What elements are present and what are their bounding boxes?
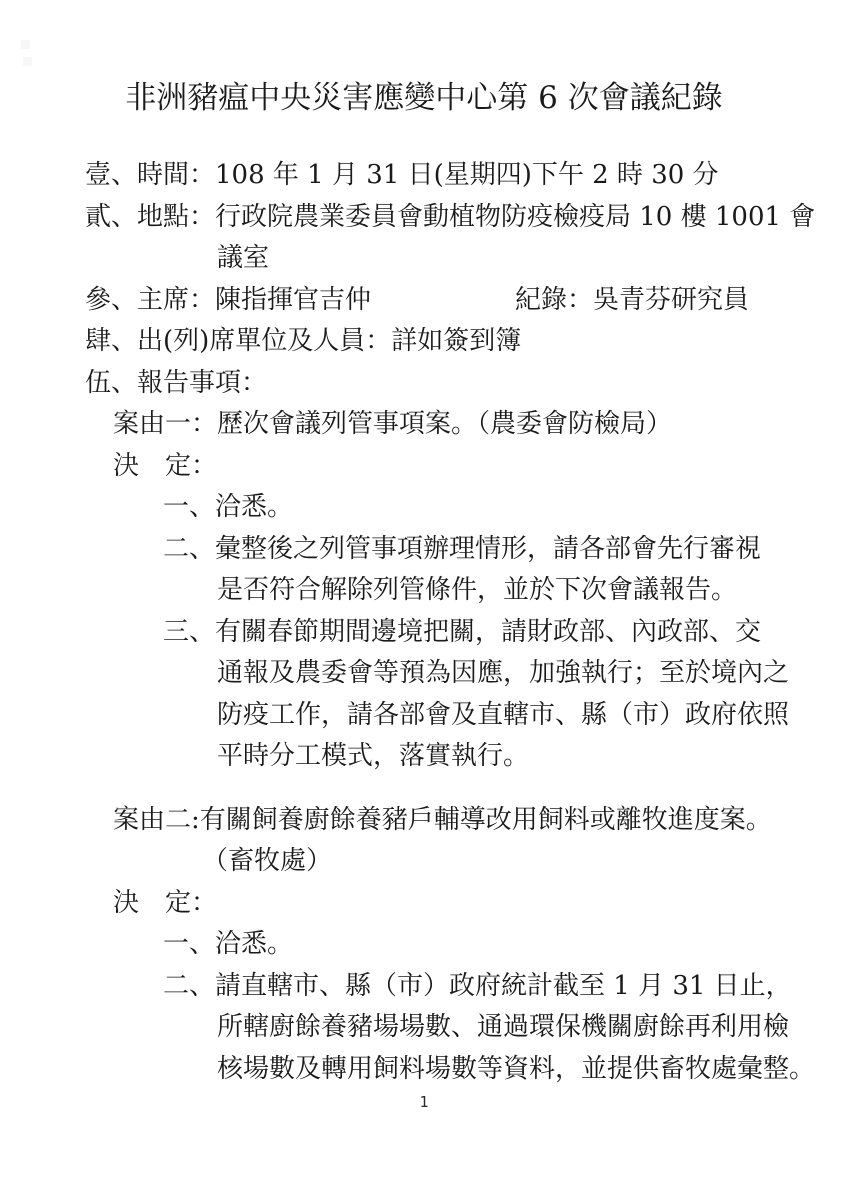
doc-line	[0, 736, 848, 778]
doc-line-text: 一、洽悉。	[163, 492, 294, 522]
document-body	[0, 155, 848, 1090]
doc-line-text: 肆、出(列)席單位及人員：詳如簽到簿	[85, 326, 522, 356]
doc-line-text: 核場數及轉用飼料場數等資料，並提供畜牧處彙整。	[217, 1053, 816, 1084]
doc-line	[0, 924, 848, 966]
doc-line	[0, 155, 848, 197]
doc-line	[0, 197, 848, 239]
recorder-label: 紀錄：吳青芬研究員	[515, 284, 750, 315]
doc-line	[0, 238, 848, 280]
doc-line	[0, 841, 848, 883]
doc-line-text: 通報及農委會等預為因應，加強執行；至於境內之	[217, 658, 790, 688]
doc-line	[0, 363, 848, 405]
doc-line-text: 是否符合解除列管條件，並於下次會議報告。	[217, 575, 738, 605]
doc-line-text: 伍、報告事項：	[85, 367, 268, 398]
doc-line-text: 決 定：	[113, 887, 218, 918]
doc-line	[0, 446, 848, 488]
doc-line	[0, 653, 848, 695]
doc-line-text: 議室	[217, 243, 270, 273]
doc-line-text: 壹、時間：108 年 1 月 31 日(星期四)下午 2 時 30 分	[85, 160, 719, 190]
doc-line-text: 參、主席：陳指揮官吉仲	[85, 284, 372, 315]
doc-line	[0, 321, 848, 363]
doc-line-text: 二、彙整後之列管事項辦理情形，請各部會先行審視	[163, 533, 762, 564]
doc-line	[0, 280, 848, 322]
scan-artifact	[21, 40, 30, 49]
doc-line-text: 所轄廚餘養豬場場數、通過環保機關廚餘再利用檢	[217, 1012, 790, 1042]
doc-line-text: 案由一：歷次會議列管事項案。（農委會防檢局）	[113, 409, 673, 439]
doc-line-text: 三、有關春節期間邊境把關，請財政部、內政部、交	[163, 616, 762, 647]
doc-line-text: 防疫工作，請各部會及直轄市、縣（市）政府依照	[217, 699, 790, 730]
doc-line	[0, 800, 848, 842]
doc-line	[0, 966, 848, 1008]
doc-line	[0, 695, 848, 737]
doc-line	[0, 487, 848, 529]
page-number: 1	[419, 1093, 429, 1111]
doc-line-text: 決 定：	[113, 450, 218, 481]
doc-line	[0, 529, 848, 571]
doc-line-text: （畜牧處）	[202, 846, 333, 876]
doc-line	[0, 1007, 848, 1049]
doc-line	[0, 404, 848, 446]
scan-artifact	[23, 57, 32, 66]
doc-line-text: 案由二:有關飼養廚餘養豬戶輔導改用飼料或離牧進度案。	[113, 804, 772, 835]
doc-line-text: 二、請直轄市、縣（市）政府統計截至 1 月 31 日止，	[163, 970, 792, 1001]
doc-line	[0, 612, 848, 654]
page-title: 非洲豬瘟中央災害應變中心第 6 次會議紀錄	[125, 80, 723, 116]
doc-line-text: 貳、地點：行政院農業委員會動植物防疫檢疫局 10 樓 1001 會	[85, 201, 816, 232]
doc-line	[0, 570, 848, 612]
doc-line-text: 平時分工模式，落實執行。	[217, 741, 530, 771]
doc-line	[0, 1049, 848, 1091]
doc-line	[0, 883, 848, 925]
doc-line-text: 一、洽悉。	[163, 929, 294, 959]
